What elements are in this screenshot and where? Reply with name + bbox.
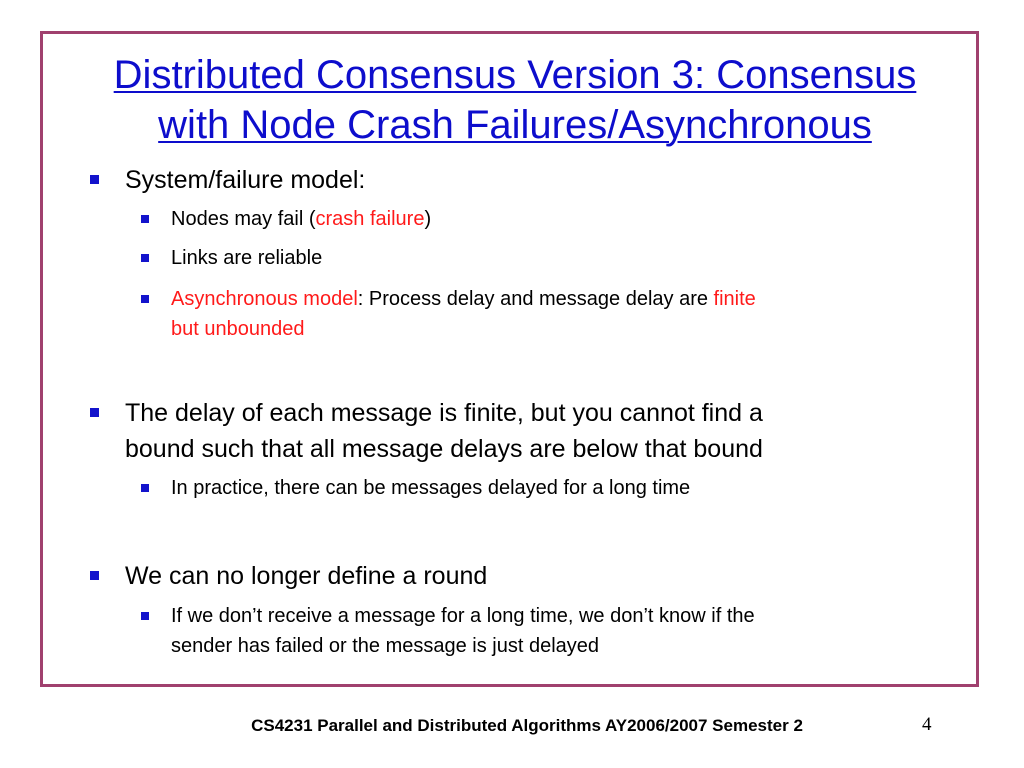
bullet-line-1: If we don’t receive a message for a long time, we don’t know if the bbox=[171, 605, 755, 627]
square-bullet-icon bbox=[141, 254, 149, 262]
slide-footer: CS4231 Parallel and Distributed Algorithms AY2006/2007 Semester 2 bbox=[251, 716, 803, 735]
bullet-text: In practice, there can be messages delayed for a long time bbox=[171, 477, 691, 499]
bullet-line-2: bound such that all message delays are below that bound bbox=[125, 435, 763, 463]
bullet-text: System/failure model: bbox=[125, 166, 366, 194]
bullet-line-1: The delay of each message is finite, but you cannot find a bbox=[125, 399, 763, 427]
subbullet-links-reliable bbox=[171, 243, 931, 273]
bullet-line-2: sender has failed or the message is just delayed bbox=[171, 635, 600, 657]
square-bullet-icon bbox=[141, 215, 149, 223]
square-bullet-icon bbox=[90, 408, 99, 417]
square-bullet-icon bbox=[141, 295, 149, 303]
emphasis-crash-failure: crash failure bbox=[315, 208, 425, 230]
square-bullet-icon bbox=[90, 175, 99, 184]
slide-title bbox=[60, 50, 970, 150]
bullet-text-mid: : Process delay and message delay are bbox=[357, 288, 714, 310]
bullet-system-model bbox=[125, 162, 925, 198]
emphasis-finite: finite bbox=[713, 288, 756, 310]
bullet-text: Links are reliable bbox=[171, 247, 323, 269]
subbullet-in-practice bbox=[171, 473, 931, 503]
title-line-2: with Node Crash Failures/Asynchronous bbox=[158, 103, 872, 147]
square-bullet-icon bbox=[141, 484, 149, 492]
subbullet-no-message bbox=[171, 601, 931, 661]
square-bullet-icon bbox=[90, 571, 99, 580]
emphasis-asynchronous-model: Asynchronous model bbox=[171, 288, 358, 310]
bullet-text-post: ) bbox=[424, 208, 432, 230]
emphasis-unbounded: but unbounded bbox=[171, 318, 305, 340]
subbullet-nodes-fail bbox=[171, 204, 931, 234]
page-number: 4 bbox=[922, 714, 932, 735]
bullet-no-round bbox=[125, 558, 925, 594]
square-bullet-icon bbox=[141, 612, 149, 620]
bullet-text-pre: Nodes may fail ( bbox=[171, 208, 316, 230]
subbullet-async-model bbox=[171, 284, 931, 344]
title-line-1: Distributed Consensus Version 3: Consensus bbox=[113, 53, 917, 97]
bullet-delay-finite bbox=[125, 395, 925, 467]
bullet-text: We can no longer define a round bbox=[125, 562, 488, 590]
